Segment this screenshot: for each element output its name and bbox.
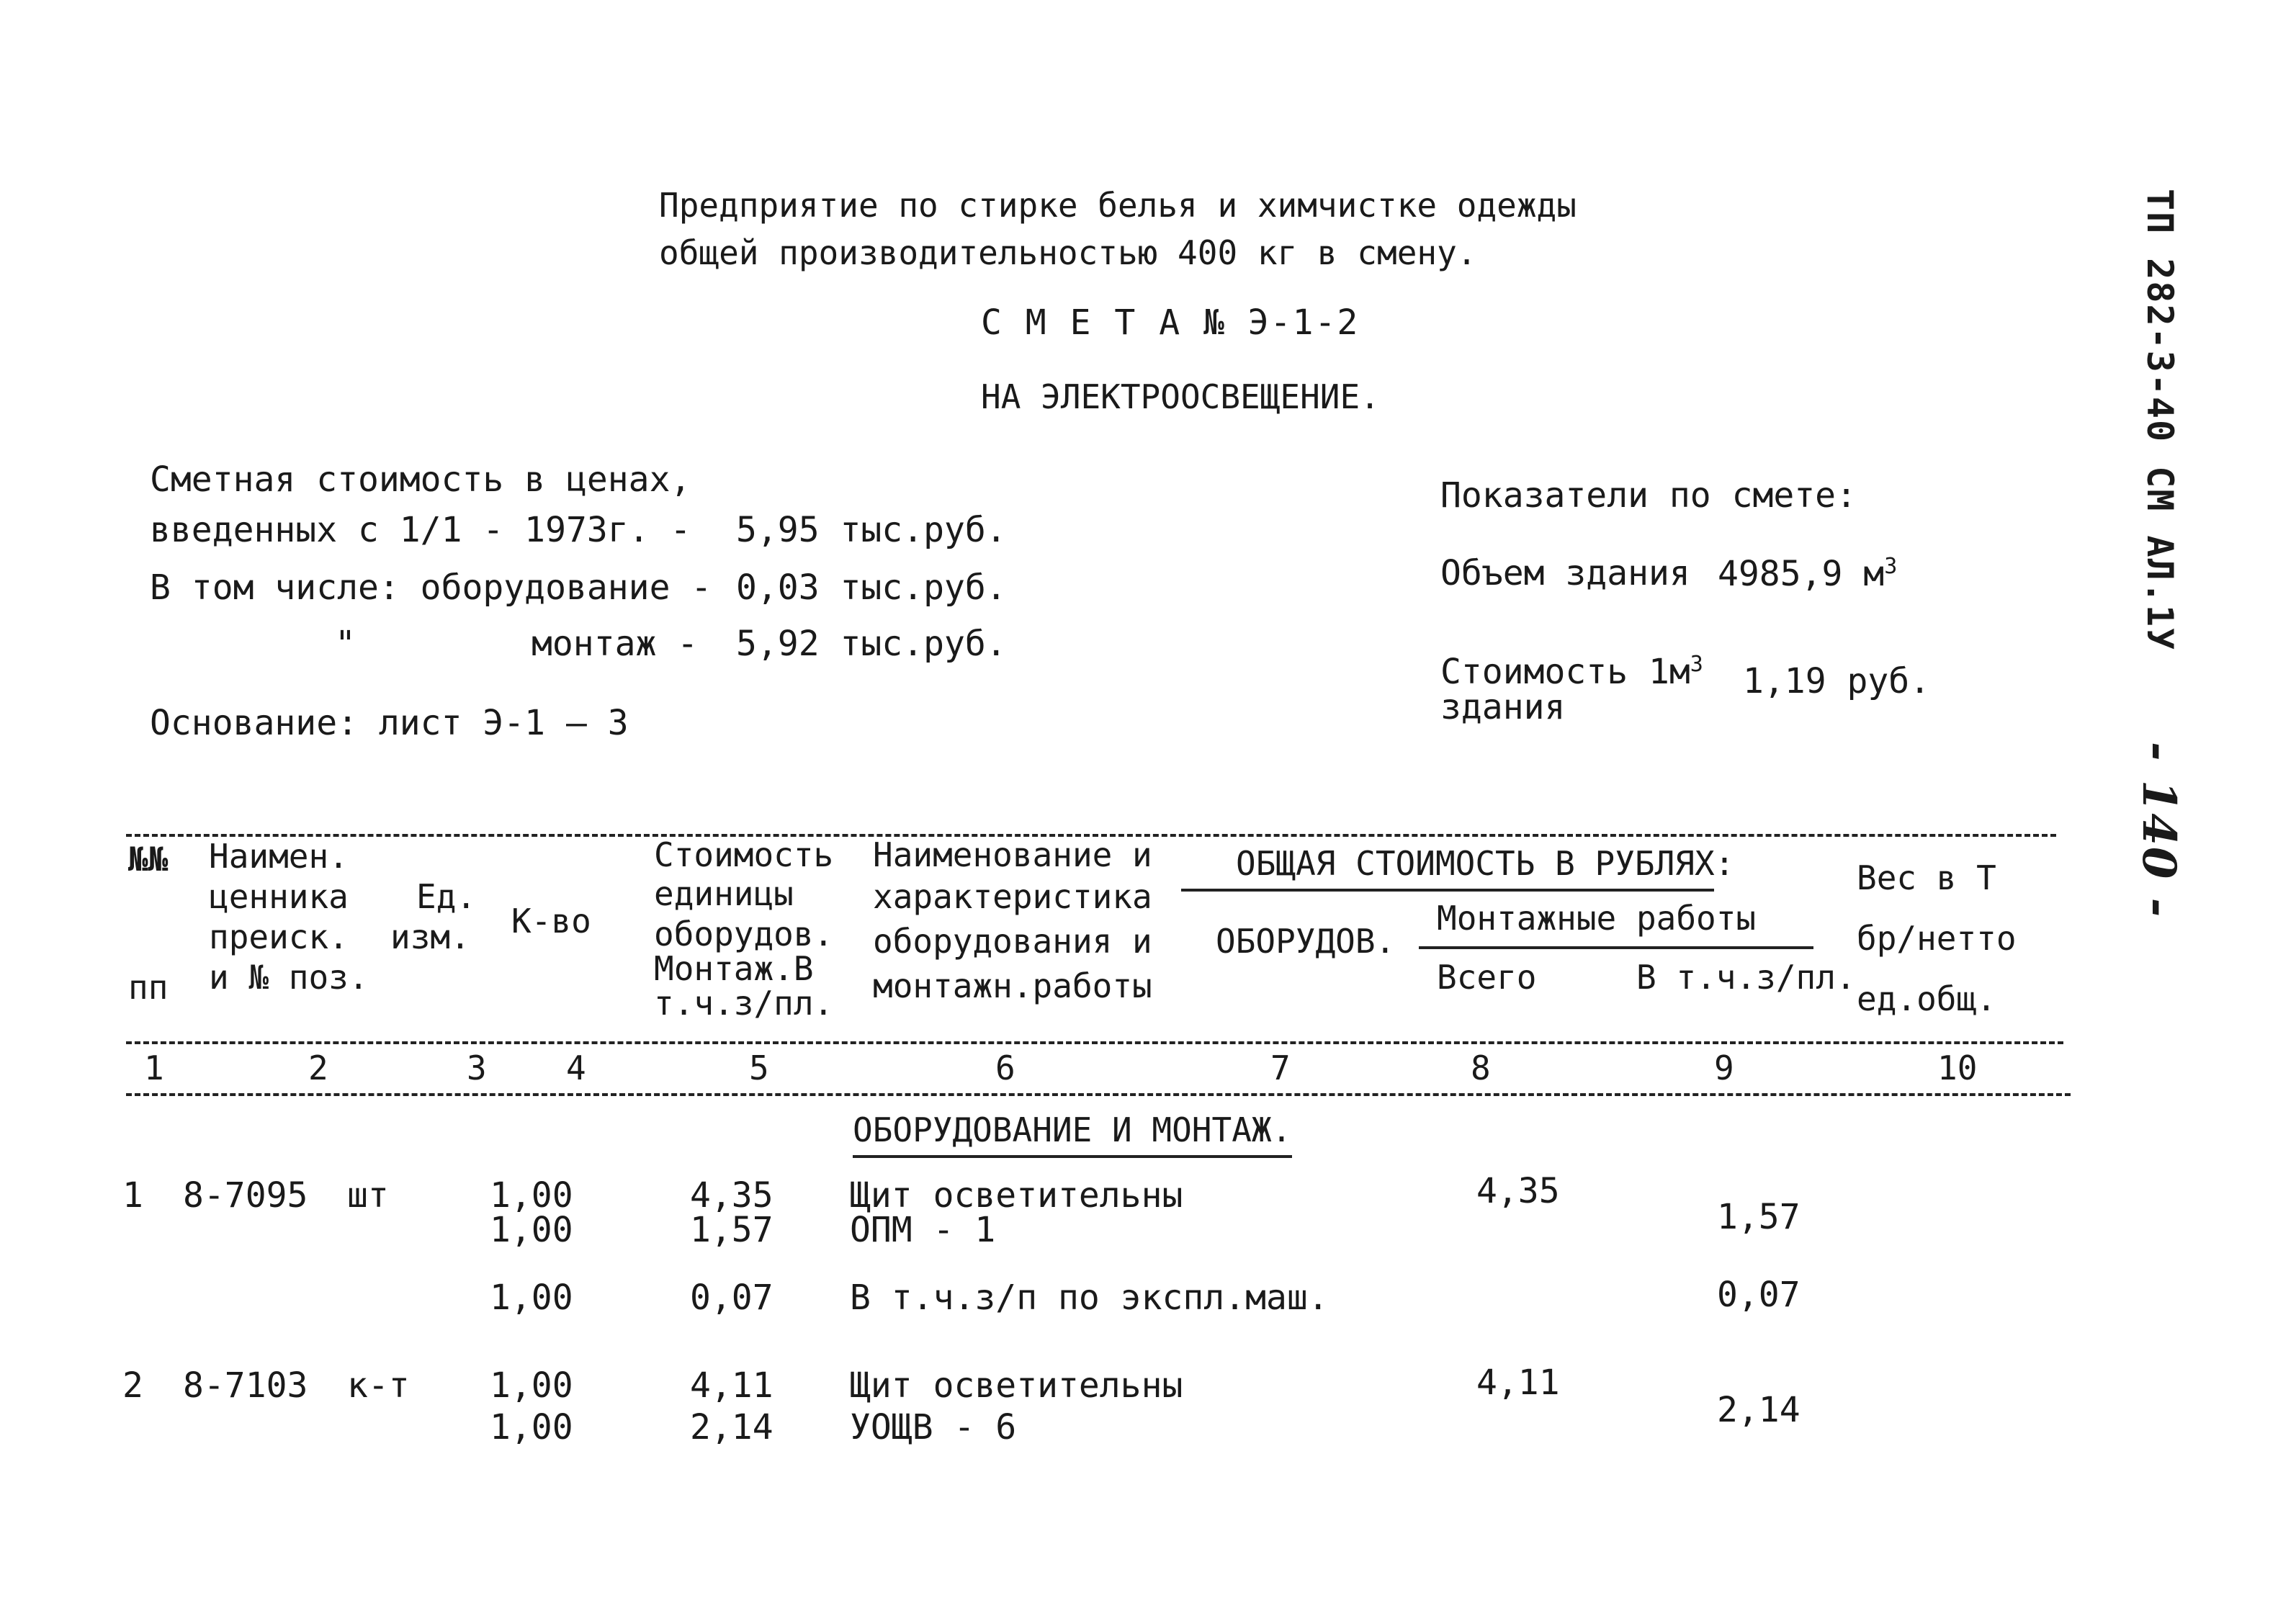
row-qty-mont: 1,00 (490, 1407, 573, 1447)
row-qty: 1,00 (490, 1278, 573, 1318)
row-unit-cost-mont: 1,57 (690, 1210, 773, 1250)
row-name: Щит осветительны (850, 1175, 1183, 1216)
col-number-9: 9 (1714, 1049, 1734, 1087)
hdr-col6-d: монтажн.работы (873, 966, 1152, 1005)
row-unit: к-т (347, 1365, 410, 1406)
table-header-rule (126, 1041, 2063, 1044)
row-unit-cost-mont: 2,14 (690, 1407, 773, 1447)
hdr-col5-e: т.ч.з/пл. (654, 984, 834, 1023)
hdr-col5-c: оборудов. (654, 915, 834, 953)
row-name: Щит осветительны (850, 1365, 1183, 1406)
col-number-10: 10 (1937, 1049, 1978, 1087)
hdr-col2-b: ценника (209, 877, 349, 916)
cost-line-2-label: введенных с 1/1 - 1973г. - (150, 510, 691, 550)
row-name: В т.ч.з/п по экспл.маш. (850, 1278, 1329, 1318)
page-mark-vertical: - 140 - (2132, 742, 2186, 919)
hdr-col5-d: Монтаж.В (654, 949, 814, 988)
col-number-2: 2 (308, 1049, 328, 1087)
smeta-subtitle: НА ЭЛЕКТРООСВЕЩЕНИЕ. (981, 377, 1380, 416)
row-unit-cost: 0,07 (690, 1278, 773, 1318)
basis-line: Основание: лист Э-1 — 3 (150, 703, 629, 743)
row-name-type: ОПМ - 1 (850, 1210, 996, 1250)
row-code: 8-7103 (183, 1365, 308, 1406)
volume-label: Объем здания (1440, 553, 1690, 593)
hdr-col3-a: Ед. (416, 877, 477, 916)
doc-code-vertical: ТП 282-3-40 СМ АЛ.1У (2139, 189, 2181, 652)
row-num: 2 (122, 1365, 143, 1406)
col-number-7: 7 (1270, 1049, 1291, 1087)
col-number-rule (126, 1093, 2071, 1096)
cost-per-m3-value: 1,19 руб. (1743, 661, 1931, 701)
hdr-group-underline (1181, 889, 1714, 892)
hdr-mont-works: Монтажные работы (1437, 899, 1757, 938)
row-name-type: УОЩВ - 6 (850, 1407, 1017, 1447)
row-wage: 2,14 (1717, 1390, 1801, 1430)
row-qty: 1,00 (490, 1175, 573, 1216)
hdr-col2-a: Наимен. (209, 837, 349, 876)
hdr-col5-b: единицы (654, 874, 794, 913)
hdr-col10-a: Вес в Т (1857, 858, 1996, 897)
row-unit-cost: 4,35 (690, 1175, 773, 1216)
row-unit: шт (347, 1175, 389, 1216)
indicators-title: Показатели по смете: (1440, 475, 1857, 516)
hdr-col2-d: и № поз. (209, 958, 369, 997)
title-line-2: общей производительностью 400 кг в смену. (659, 233, 1477, 272)
cost-line-4-label: монтаж - (532, 624, 699, 664)
ditto-mark: " (335, 624, 356, 664)
cost-line-3-value: 0,03 тыс.руб. (736, 567, 1007, 608)
row-qty: 1,00 (490, 1365, 573, 1406)
hdr-col6-a: Наименование и (873, 835, 1152, 874)
volume-value: 4985,9 $м^3$ (1718, 554, 1898, 594)
row-code: 8-7095 (183, 1175, 308, 1216)
row-wage: 1,57 (1717, 1197, 1801, 1237)
col-number-8: 8 (1471, 1049, 1491, 1087)
hdr-col10-c: ед.общ. (1857, 979, 1996, 1018)
hdr-col10-b: бр/нетто (1857, 919, 2017, 958)
row-total: 4,11 (1476, 1363, 1560, 1403)
row-unit-cost: 4,11 (690, 1365, 773, 1406)
hdr-col1-a: №№ (128, 840, 169, 879)
cost-line-1: Сметная стоимость в ценах, (150, 459, 691, 500)
col-number-3: 3 (467, 1049, 487, 1087)
hdr-col7: ОБОРУДОВ. (1216, 922, 1396, 961)
title-line-1: Предприятие по стирке белья и химчистке одежды (659, 186, 1577, 225)
cost-per-m3-label-2: здания (1440, 687, 1566, 727)
col-number-6: 6 (995, 1049, 1015, 1087)
hdr-col9: В т.ч.з/пл. (1636, 958, 1856, 997)
hdr-col3-b: изм. (390, 917, 470, 956)
cost-line-4-value: 5,92 тыс.руб. (736, 624, 1007, 664)
hdr-mont-underline (1419, 946, 1813, 949)
cost-per-m3-label: Стоимость $1м^3$ (1440, 652, 1703, 692)
section-title: ОБОРУДОВАНИЕ И МОНТАЖ. (853, 1110, 1292, 1149)
hdr-col4: К-во (511, 902, 591, 941)
col-number-1: 1 (144, 1049, 164, 1087)
hdr-col8: Всего (1437, 958, 1537, 997)
hdr-col1-b: пп (128, 968, 169, 1007)
row-qty-mont: 1,00 (490, 1210, 573, 1250)
cost-line-2-value: 5,95 тыс.руб. (736, 510, 1007, 550)
section-title-underline (853, 1155, 1292, 1158)
hdr-col2-c: преиск. (209, 917, 349, 956)
smeta-title: С М Е Т А № Э-1-2 (981, 302, 1360, 343)
hdr-group-total-cost: ОБЩАЯ СТОИМОСТЬ В РУБЛЯХ: (1236, 844, 1735, 883)
row-total: 4,35 (1476, 1171, 1560, 1211)
row-num: 1 (122, 1175, 143, 1216)
cost-line-3-label: В том числе: оборудование - (150, 567, 712, 608)
hdr-col6-c: оборудования и (873, 922, 1152, 961)
col-number-5: 5 (749, 1049, 769, 1087)
row-wage: 0,07 (1717, 1275, 1801, 1315)
hdr-col6-b: характеристика (873, 877, 1152, 916)
hdr-col5-a: Стоимость (654, 835, 834, 874)
col-number-4: 4 (566, 1049, 586, 1087)
